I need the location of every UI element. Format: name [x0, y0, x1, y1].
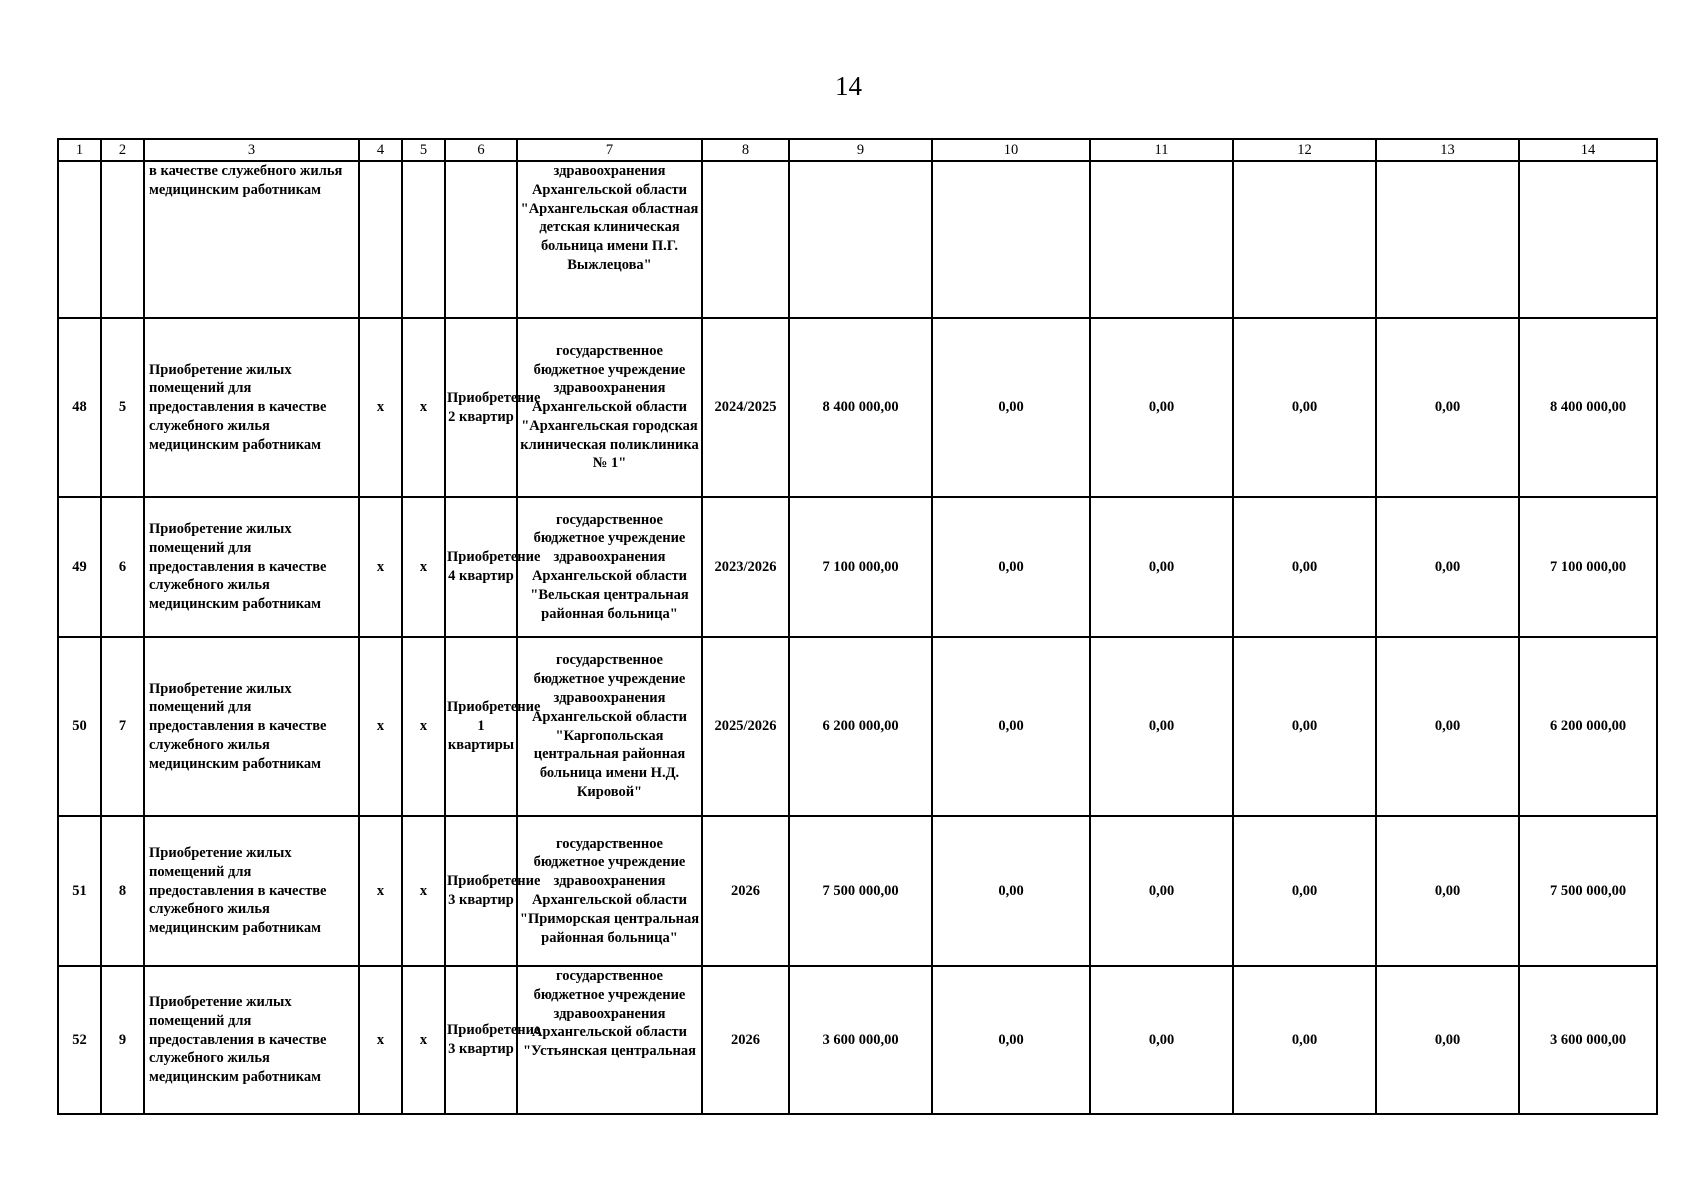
amount-cell: 0,00 — [932, 497, 1090, 637]
item-number-cell: 8 — [101, 816, 144, 966]
table-row — [58, 161, 1657, 318]
period-cell: 2023/2026 — [702, 497, 789, 637]
col5-cell: х — [402, 816, 445, 966]
period-cell — [702, 161, 789, 318]
object-cell — [445, 161, 517, 318]
col4-cell: х — [359, 497, 402, 637]
amount-cell: 0,00 — [932, 966, 1090, 1114]
row-number-cell — [58, 161, 101, 318]
amount-cell — [932, 161, 1090, 318]
object-cell: Приобретение 3 квартир — [445, 966, 517, 1114]
col5-cell: х — [402, 318, 445, 497]
total-cell: 8 400 000,00 — [1519, 318, 1657, 497]
amount-cell: 3 600 000,00 — [789, 966, 932, 1114]
amount-cell: 0,00 — [932, 637, 1090, 816]
item-number-cell: 7 — [101, 637, 144, 816]
description-cell: Приобретение жилых помещений для предоставления в качестве служебного жилья медицинским работникам — [144, 637, 359, 816]
period-cell: 2026 — [702, 966, 789, 1114]
amount-cell: 7 500 000,00 — [789, 816, 932, 966]
page-number: 14 — [835, 71, 862, 101]
amount-cell: 0,00 — [1233, 816, 1376, 966]
institution-cell: государственное бюджетное учреждение здравоохранения Архангельской области "Вельская центральная районная больница" — [517, 497, 702, 637]
period-cell: 2026 — [702, 816, 789, 966]
amount-cell: 0,00 — [1233, 637, 1376, 816]
amount-cell: 8 400 000,00 — [789, 318, 932, 497]
column-header: 14 — [1519, 139, 1657, 161]
amount-cell: 0,00 — [1090, 966, 1233, 1114]
total-cell: 3 600 000,00 — [1519, 966, 1657, 1114]
period-cell: 2024/2025 — [702, 318, 789, 497]
amount-cell: 0,00 — [1233, 966, 1376, 1114]
table-row — [58, 497, 1657, 637]
amount-cell — [789, 161, 932, 318]
col5-cell: х — [402, 497, 445, 637]
column-header: 6 — [445, 139, 517, 161]
institution-cell: государственное бюджетное учреждение здравоохранения Архангельской области "Приморская центральная районная больница" — [517, 816, 702, 966]
description-cell: в качестве служебного жилья медицинским работникам — [144, 161, 359, 318]
institution-cell: государственное бюджетное учреждение здравоохранения Архангельской области "Архангельская городская клиническая поликлиника № 1" — [517, 318, 702, 497]
row-number-cell: 49 — [58, 497, 101, 637]
amount-cell: 0,00 — [1376, 497, 1519, 637]
object-cell: Приобретение 1 квартиры — [445, 637, 517, 816]
institution-cell: государственное бюджетное учреждение здравоохранения Архангельской области "Устьянская центральная — [517, 966, 702, 1114]
amount-cell: 0,00 — [1233, 318, 1376, 497]
column-header: 9 — [789, 139, 932, 161]
col5-cell: х — [402, 637, 445, 816]
object-cell: Приобретение 3 квартир — [445, 816, 517, 966]
description-cell: Приобретение жилых помещений для предоставления в качестве служебного жилья медицинским работникам — [144, 966, 359, 1114]
object-cell: Приобретение 4 квартир — [445, 497, 517, 637]
total-cell: 7 100 000,00 — [1519, 497, 1657, 637]
col5-cell — [402, 161, 445, 318]
table-row — [58, 816, 1657, 966]
column-header: 11 — [1090, 139, 1233, 161]
col4-cell: х — [359, 318, 402, 497]
item-number-cell: 6 — [101, 497, 144, 637]
amount-cell: 0,00 — [1090, 816, 1233, 966]
item-number-cell — [101, 161, 144, 318]
item-number-cell: 5 — [101, 318, 144, 497]
total-cell: 7 500 000,00 — [1519, 816, 1657, 966]
col4-cell — [359, 161, 402, 318]
amount-cell: 0,00 — [1376, 966, 1519, 1114]
column-header: 1 — [58, 139, 101, 161]
column-header: 3 — [144, 139, 359, 161]
amount-cell: 0,00 — [1233, 497, 1376, 637]
amount-cell: 0,00 — [1090, 318, 1233, 497]
row-number-cell: 52 — [58, 966, 101, 1114]
amount-cell: 0,00 — [932, 318, 1090, 497]
column-header: 5 — [402, 139, 445, 161]
col4-cell: х — [359, 637, 402, 816]
total-cell: 6 200 000,00 — [1519, 637, 1657, 816]
description-cell: Приобретение жилых помещений для предоставления в качестве служебного жилья медицинским работникам — [144, 318, 359, 497]
column-header: 8 — [702, 139, 789, 161]
object-cell: Приобретение 2 квартир — [445, 318, 517, 497]
period-cell: 2025/2026 — [702, 637, 789, 816]
amount-cell — [1376, 161, 1519, 318]
amount-cell: 0,00 — [1090, 497, 1233, 637]
column-number-header-row — [58, 139, 1657, 161]
amount-cell — [1090, 161, 1233, 318]
row-number-cell: 50 — [58, 637, 101, 816]
description-cell: Приобретение жилых помещений для предоставления в качестве служебного жилья медицинским работникам — [144, 497, 359, 637]
column-header: 2 — [101, 139, 144, 161]
row-number-cell: 48 — [58, 318, 101, 497]
table-row — [58, 637, 1657, 816]
col5-cell: х — [402, 966, 445, 1114]
column-header: 7 — [517, 139, 702, 161]
col4-cell: х — [359, 816, 402, 966]
amount-cell: 0,00 — [1376, 637, 1519, 816]
institution-cell: государственное бюджетное учреждение здравоохранения Архангельской области "Каргопольская центральная районная больница имени Н.Д. Кировой" — [517, 637, 702, 816]
column-header: 13 — [1376, 139, 1519, 161]
amount-cell: 0,00 — [1090, 637, 1233, 816]
col4-cell: х — [359, 966, 402, 1114]
column-header: 12 — [1233, 139, 1376, 161]
amount-cell: 6 200 000,00 — [789, 637, 932, 816]
column-header: 4 — [359, 139, 402, 161]
amount-cell — [1233, 161, 1376, 318]
table-row — [58, 966, 1657, 1114]
amount-cell: 0,00 — [1376, 816, 1519, 966]
total-cell — [1519, 161, 1657, 318]
amount-cell: 0,00 — [932, 816, 1090, 966]
amount-cell: 0,00 — [1376, 318, 1519, 497]
amount-cell: 7 100 000,00 — [789, 497, 932, 637]
row-number-cell: 51 — [58, 816, 101, 966]
description-cell: Приобретение жилых помещений для предоставления в качестве служебного жилья медицинским работникам — [144, 816, 359, 966]
table-row — [58, 318, 1657, 497]
column-header: 10 — [932, 139, 1090, 161]
institution-cell: здравоохранения Архангельской области "Архангельская областная детская клиническая больница имени П.Г. Выжлецова" — [517, 161, 702, 318]
item-number-cell: 9 — [101, 966, 144, 1114]
program-table — [57, 138, 1658, 1115]
